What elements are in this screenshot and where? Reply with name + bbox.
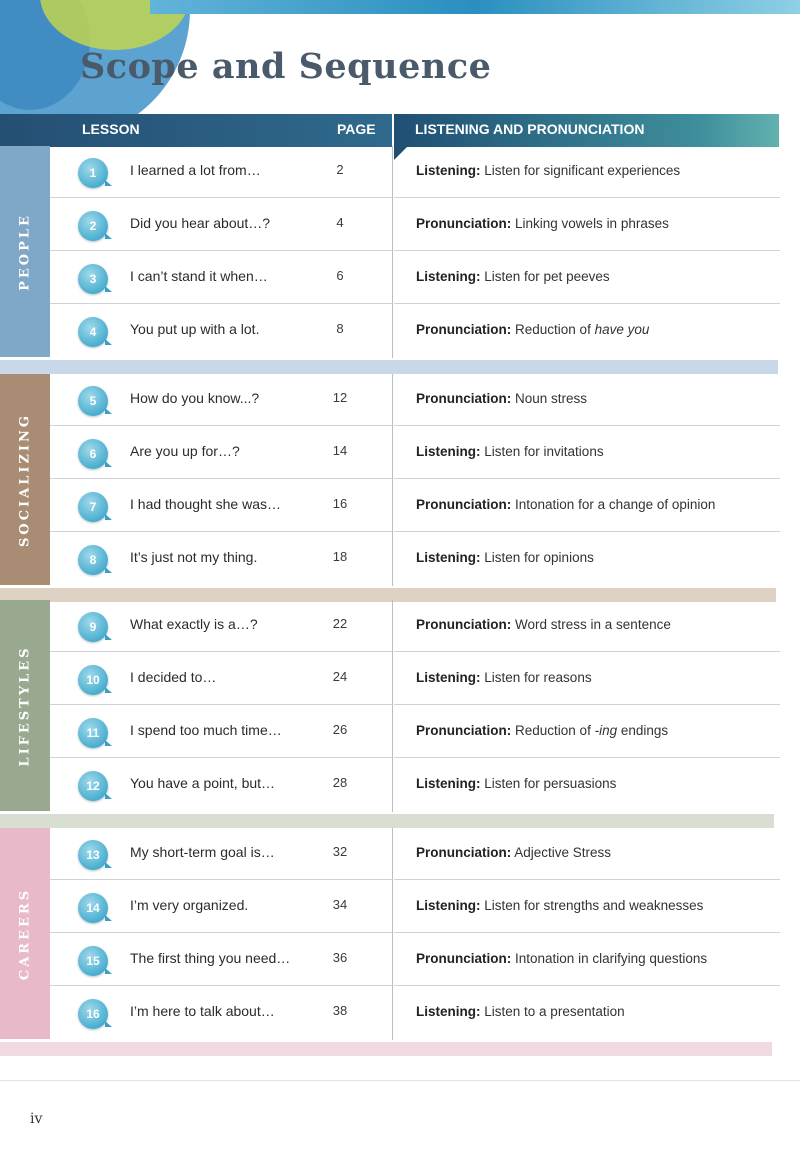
row-divider [50, 250, 392, 251]
lesson-title: How do you know...? [130, 390, 260, 406]
focus-type: Listening: [416, 776, 481, 791]
lesson-focus [416, 550, 594, 565]
lesson-title: I spend too much time… [130, 722, 282, 738]
footer-divider [0, 1080, 800, 1081]
row-divider [50, 531, 392, 532]
lesson-focus [416, 898, 703, 913]
row-divider [394, 303, 780, 304]
lesson-title: The first thing you need… [130, 950, 291, 966]
lesson-page: 34 [332, 897, 348, 912]
lesson-title: I’m here to talk about… [130, 1003, 275, 1019]
lesson-number-bubble: 1 [78, 158, 108, 188]
focus-description-italic: -ing [594, 723, 618, 738]
row-divider [394, 478, 780, 479]
section-bottom-band [0, 360, 778, 374]
lesson-number-bubble: 8 [78, 545, 108, 575]
lesson-page: 36 [332, 950, 348, 965]
lesson-focus [416, 951, 707, 966]
lesson-page: 28 [332, 775, 348, 790]
lesson-focus [416, 845, 611, 860]
lesson-number-bubble: 4 [78, 317, 108, 347]
lesson-number-bubble: 6 [78, 439, 108, 469]
focus-type: Listening: [416, 163, 481, 178]
focus-type: Pronunciation: [416, 216, 512, 231]
row-divider [394, 879, 780, 880]
lesson-number-bubble: 16 [78, 999, 108, 1029]
section-label: PEOPLE [17, 213, 33, 291]
lesson-page: 38 [332, 1003, 348, 1018]
row-divider [50, 932, 392, 933]
focus-type: Listening: [416, 269, 481, 284]
section-side-tab [0, 600, 50, 811]
focus-description: Linking vowels in phrases [515, 216, 669, 231]
lesson-focus [416, 670, 592, 685]
lesson-number-bubble: 15 [78, 946, 108, 976]
focus-description: Listen for reasons [484, 670, 592, 685]
focus-type: Pronunciation: [416, 845, 512, 860]
focus-description: Reduction of [515, 723, 595, 738]
section-side-tab [0, 146, 50, 357]
lesson-focus [416, 322, 649, 337]
page-number: iv [30, 1111, 43, 1127]
section-side-tab [0, 828, 50, 1039]
lesson-focus [416, 216, 669, 231]
row-divider [394, 985, 780, 986]
lesson-title: What exactly is a…? [130, 616, 258, 632]
row-divider [394, 531, 780, 532]
lesson-row [50, 199, 780, 251]
lesson-page: 4 [336, 215, 344, 230]
lesson-page: 24 [332, 669, 348, 684]
focus-description: Listen for persuasions [484, 776, 617, 791]
lesson-row [50, 600, 780, 652]
row-divider [50, 425, 392, 426]
focus-type: Listening: [416, 670, 481, 685]
lesson-focus [416, 269, 610, 284]
focus-description: Intonation in clarifying questions [515, 951, 708, 966]
focus-description: Listen for strengths and weaknesses [484, 898, 704, 913]
page-title: Scope and Sequence [80, 46, 492, 87]
focus-type: Listening: [416, 1004, 481, 1019]
section-bottom-band [0, 814, 774, 828]
lesson-number-bubble: 14 [78, 893, 108, 923]
focus-description: Reduction of [515, 322, 595, 337]
lesson-page: 6 [336, 268, 344, 283]
lesson-number-bubble: 13 [78, 840, 108, 870]
row-divider [394, 651, 780, 652]
lesson-focus [416, 444, 604, 459]
lesson-title: I had thought she was… [130, 496, 281, 512]
lesson-page: 22 [332, 616, 348, 631]
table-header-left [0, 114, 392, 147]
lesson-column-header: LESSON [82, 121, 140, 137]
lesson-page: 14 [332, 443, 348, 458]
focus-description: Listen for significant experiences [484, 163, 681, 178]
row-divider [50, 197, 392, 198]
lesson-title: You have a point, but… [130, 775, 276, 791]
row-divider [50, 651, 392, 652]
section-label: LIFESTYLES [17, 645, 33, 767]
lesson-number-bubble: 11 [78, 718, 108, 748]
lesson-title: I can’t stand it when… [130, 268, 268, 284]
lesson-row [50, 146, 780, 198]
lesson-page: 2 [336, 162, 344, 177]
lesson-row [50, 828, 780, 880]
focus-type: Pronunciation: [416, 723, 512, 738]
lesson-page: 32 [332, 844, 348, 859]
row-divider [394, 425, 780, 426]
section-side-tab [0, 374, 50, 585]
lesson-row [50, 881, 780, 933]
lesson-row [50, 374, 780, 426]
lesson-title: I decided to… [130, 669, 217, 685]
row-divider [50, 303, 392, 304]
lesson-number-bubble: 3 [78, 264, 108, 294]
lesson-focus [416, 163, 680, 178]
lesson-title: It’s just not my thing. [130, 549, 258, 565]
lesson-number-bubble: 9 [78, 612, 108, 642]
focus-description: Listen for pet peeves [484, 269, 610, 284]
focus-description-tail: endings [617, 723, 669, 738]
row-divider [394, 197, 780, 198]
section-bottom-band [0, 1042, 772, 1056]
lesson-number-bubble: 12 [78, 771, 108, 801]
lesson-focus [416, 776, 616, 791]
lesson-number-bubble: 2 [78, 211, 108, 241]
focus-type: Listening: [416, 444, 481, 459]
focus-description: Listen for opinions [484, 550, 594, 565]
row-divider [394, 250, 780, 251]
focus-column-header: LISTENING AND PRONUNCIATION [415, 121, 645, 137]
lesson-row [50, 533, 780, 585]
focus-description: Listen to a presentation [484, 1004, 625, 1019]
row-divider [50, 704, 392, 705]
lesson-number-bubble: 7 [78, 492, 108, 522]
focus-description: Intonation for a change of opinion [515, 497, 716, 512]
lesson-page: 18 [332, 549, 348, 564]
row-divider [50, 478, 392, 479]
focus-description: Noun stress [515, 391, 588, 406]
lesson-focus [416, 391, 587, 406]
lesson-title: I’m very organized. [130, 897, 249, 913]
row-divider [50, 879, 392, 880]
lesson-focus [416, 1004, 625, 1019]
lesson-focus [416, 497, 715, 512]
focus-description-italic: have you [594, 322, 650, 337]
lesson-focus [416, 723, 668, 738]
row-divider [394, 932, 780, 933]
focus-type: Pronunciation: [416, 391, 512, 406]
focus-type: Pronunciation: [416, 497, 512, 512]
focus-type: Pronunciation: [416, 617, 512, 632]
lesson-title: I learned a lot from… [130, 162, 261, 178]
section-label: CAREERS [17, 887, 33, 981]
lesson-page: 16 [332, 496, 348, 511]
focus-description: Word stress in a sentence [515, 617, 671, 632]
lesson-number-bubble: 5 [78, 386, 108, 416]
lesson-page: 8 [336, 321, 344, 336]
lesson-row [50, 480, 780, 532]
lesson-row [50, 252, 780, 304]
lesson-title: You put up with a lot. [130, 321, 260, 337]
lesson-row [50, 427, 780, 479]
lesson-title: Are you up for…? [130, 443, 240, 459]
focus-description: Adjective Stress [514, 845, 612, 860]
lesson-page: 26 [332, 722, 348, 737]
row-divider [50, 985, 392, 986]
lesson-page: 12 [332, 390, 348, 405]
lesson-row [50, 934, 780, 986]
lesson-row [50, 987, 780, 1039]
page-column-header: PAGE [337, 121, 376, 137]
focus-type: Pronunciation: [416, 951, 512, 966]
lesson-number-bubble: 10 [78, 665, 108, 695]
lesson-focus [416, 617, 671, 632]
lesson-title: My short-term goal is… [130, 844, 275, 860]
top-color-bar [150, 0, 800, 14]
lesson-row [50, 305, 780, 357]
row-divider [394, 704, 780, 705]
focus-type: Listening: [416, 550, 481, 565]
focus-type: Pronunciation: [416, 322, 512, 337]
lesson-row [50, 759, 780, 811]
focus-type: Listening: [416, 898, 481, 913]
lesson-row [50, 706, 780, 758]
row-divider [394, 757, 780, 758]
section-label: SOCIALIZING [17, 412, 33, 548]
row-divider [50, 757, 392, 758]
lesson-title: Did you hear about…? [130, 215, 271, 231]
lesson-row [50, 653, 780, 705]
focus-description: Listen for invitations [484, 444, 604, 459]
